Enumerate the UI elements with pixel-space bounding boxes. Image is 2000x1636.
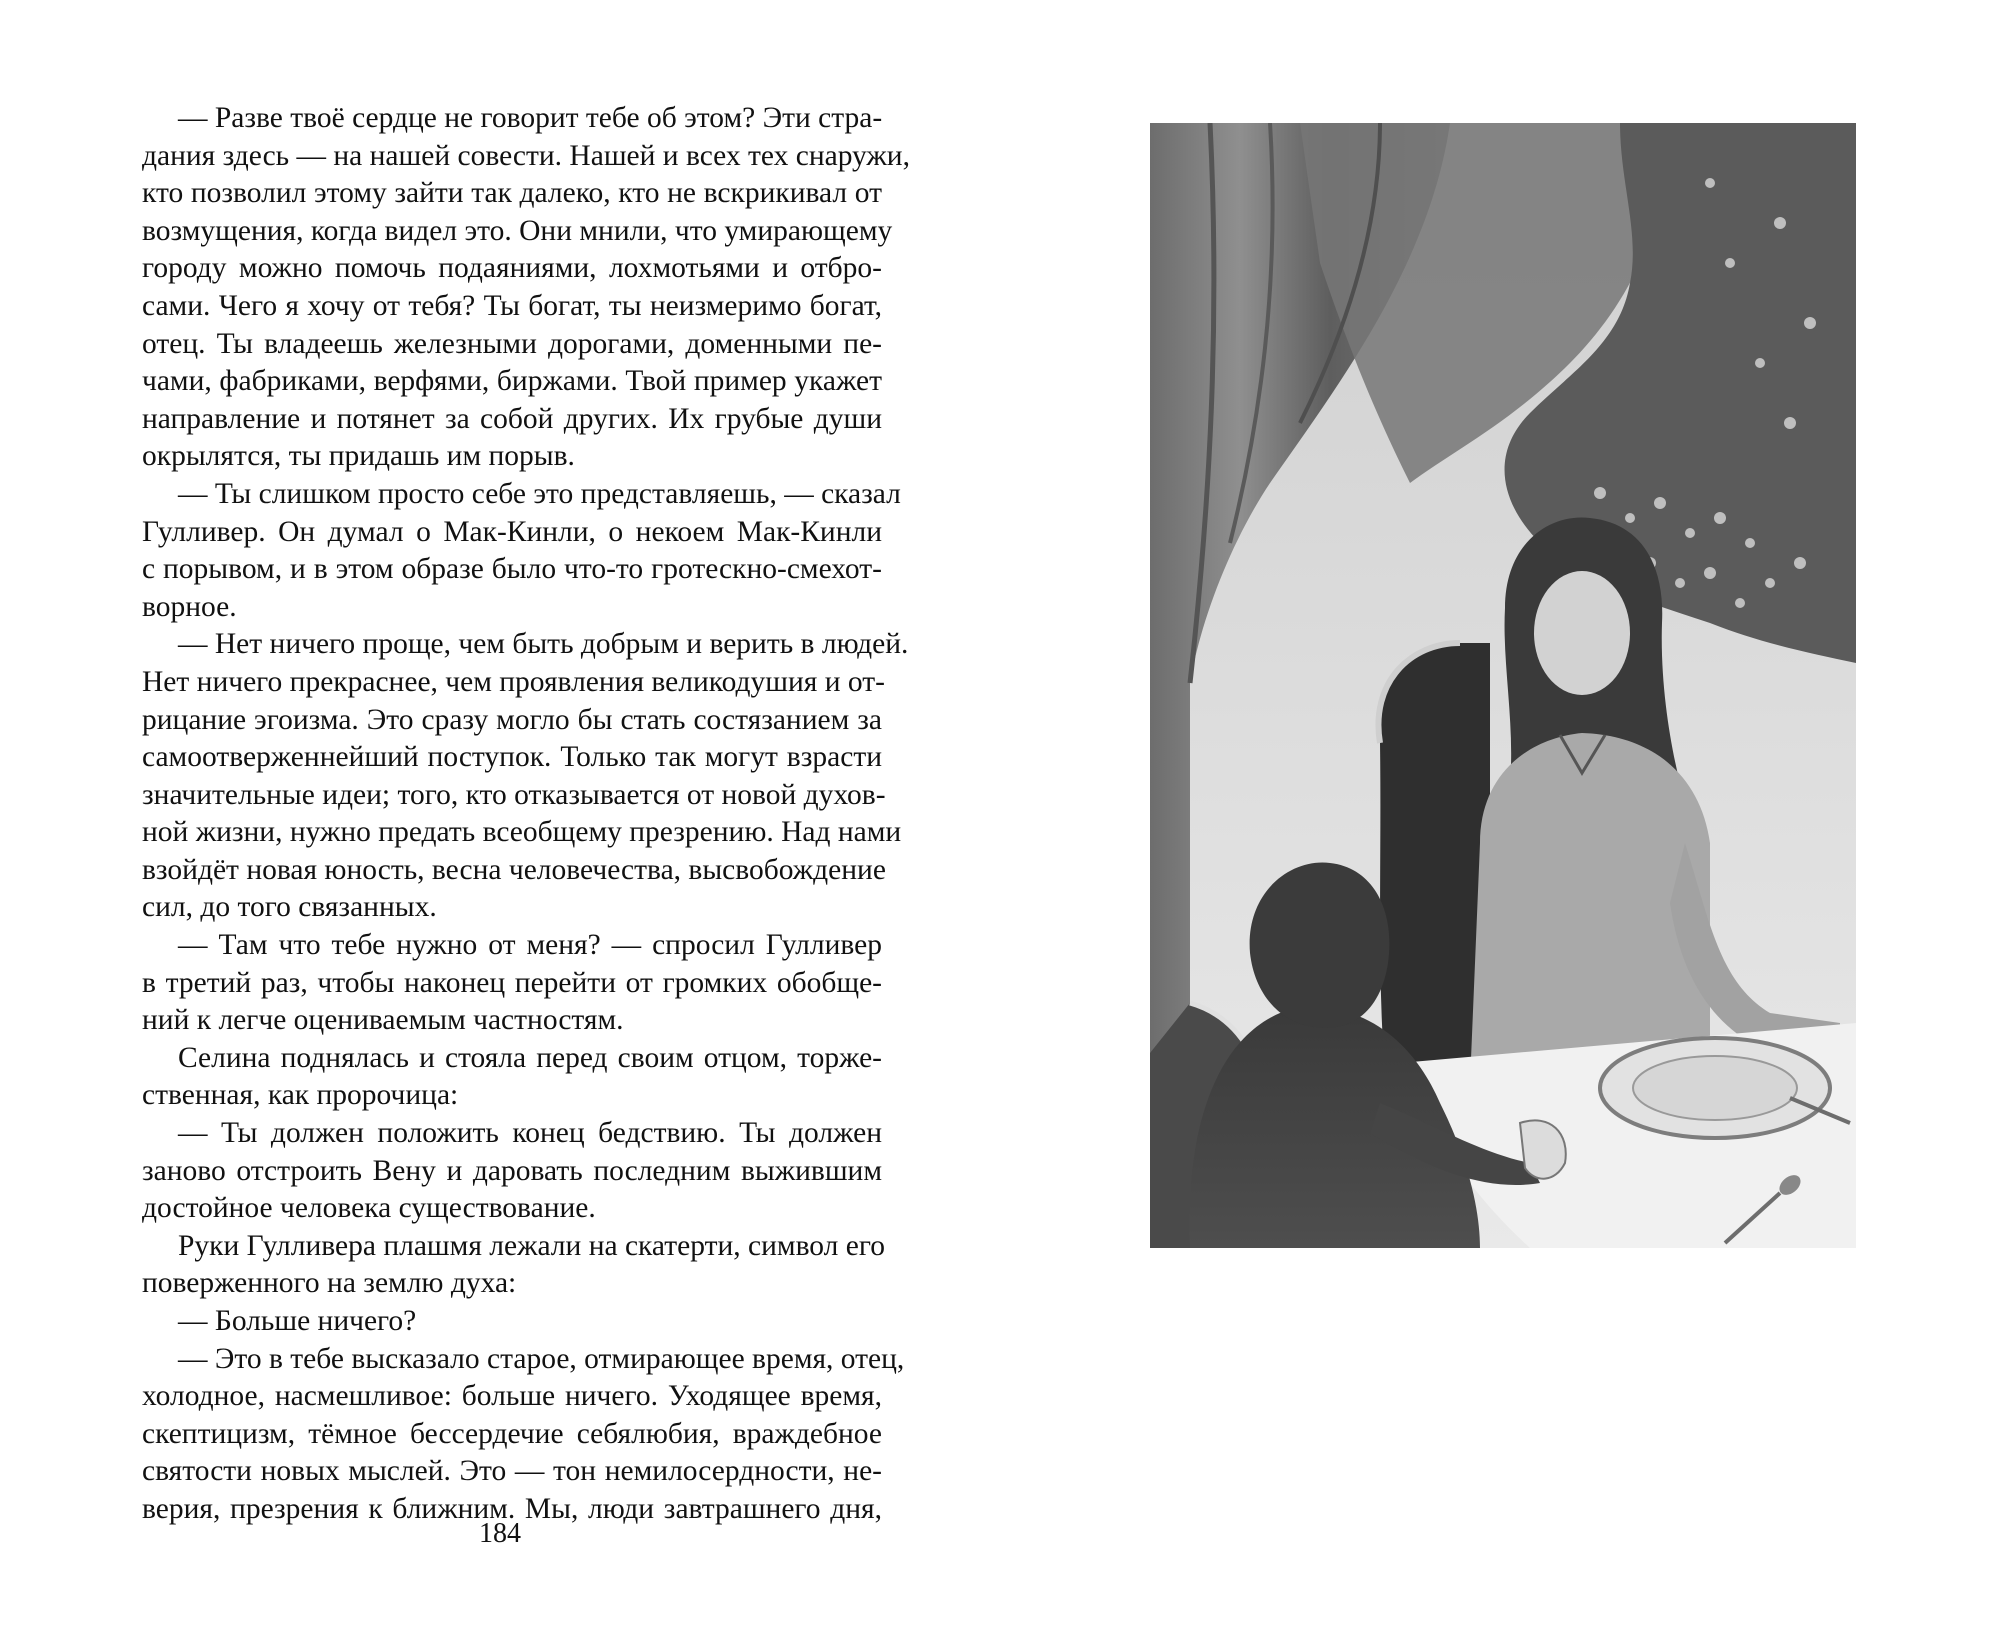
text-line: ственная, как пророчица: xyxy=(142,1079,459,1112)
text-line: самоотверженнейший поступок. Только так могут взрасти xyxy=(142,741,882,774)
text-line: — Больше ничего? xyxy=(178,1305,417,1337)
text-line: скептицизм, тёмное бессердечие себялюбия, враждебное xyxy=(142,1417,882,1450)
text-line: — Ты должен положить конец бедствию. Ты должен xyxy=(178,1117,882,1150)
text-line: — Там что тебе нужно от меня? — спросил Гулливер xyxy=(178,929,882,962)
text-line: ворное. xyxy=(142,590,237,623)
page-number: 184 xyxy=(479,1518,521,1549)
text-line: возмущения, когда видел это. Они мнили, что умирающему xyxy=(142,214,893,247)
text-line: поверженного на землю духа: xyxy=(142,1267,517,1300)
text-line: дания здесь — на нашей совести. Нашей и всех тех снаружи, xyxy=(142,139,910,172)
text-line: отец. Ты владеешь железными дорогами, доменными пе- xyxy=(142,327,882,360)
text-line: сами. Чего я хочу от тебя? Ты богат, ты неизмеримо богат, xyxy=(142,289,882,322)
text-line: святости новых мыслей. Это — тон немилосердности, не- xyxy=(142,1455,882,1488)
text-line: — Разве твоё сердце не говорит тебе об этом? Эти стра- xyxy=(178,102,883,134)
text-line: сил, до того связанных. xyxy=(142,891,437,924)
text-line: в третий раз, чтобы наконец перейти от громких обобще- xyxy=(142,966,882,999)
text-line: Гулливер. Он думал о Мак-Кинли, о некоем Мак-Кинли xyxy=(142,515,882,548)
text-line: ной жизни, нужно предать всеобщему презрению. Над нами xyxy=(142,816,902,849)
text-line: окрылятся, ты придашь им порыв. xyxy=(142,440,575,473)
text-line: — Это в тебе высказало старое, отмирающее время, отец, xyxy=(178,1342,905,1375)
text-line: взойдёт новая юность, весна человечества, высвобождение xyxy=(142,853,886,886)
text-line: достойное человека существование. xyxy=(142,1192,596,1225)
text-line: ний к легче оцениваемым частностям. xyxy=(142,1004,624,1037)
text-line: Руки Гулливера плашмя лежали на скатерти, символ его xyxy=(178,1229,885,1262)
text-line: чами, фабриками, верфями, биржами. Твой пример укажет xyxy=(142,365,882,398)
text-line: значительные идеи; того, кто отказывается от новой духов- xyxy=(142,778,886,811)
illustration-dinner-scene xyxy=(1150,123,1856,1248)
text-line: направление и потянет за собой других. Их грубые души xyxy=(142,402,882,435)
text-line: рицание эгоизма. Это сразу могло бы стать состязанием за xyxy=(142,703,882,736)
text-line: верия, презрения к ближним. Мы, люди завтрашнего дня, xyxy=(142,1492,882,1525)
text-line: — Ты слишком просто себе это представляешь, — сказал xyxy=(178,477,901,510)
text-line: — Нет ничего проще, чем быть добрым и верить в людей. xyxy=(178,628,909,661)
man-head xyxy=(1250,863,1390,1028)
text-line: с порывом, и в этом образе было что-то гротескно-смехот- xyxy=(142,553,882,586)
text-page-left xyxy=(142,100,910,1529)
text-line: кто позволил этому зайти так далеко, кто не вскрикивал от xyxy=(142,177,882,210)
text-line: заново отстроить Вену и даровать последним выжившим xyxy=(142,1154,882,1187)
woman-face xyxy=(1534,571,1630,695)
text-line: Нет ничего прекраснее, чем проявления великодушия и от- xyxy=(142,665,885,698)
text-line: Селина поднялась и стояла перед своим отцом, торже- xyxy=(178,1041,882,1074)
text-line: городу можно помочь подаяниями, лохмотьями и отбро- xyxy=(142,252,882,285)
text-line: холодное, насмешливое: больше ничего. Уходящее время, xyxy=(142,1380,882,1413)
